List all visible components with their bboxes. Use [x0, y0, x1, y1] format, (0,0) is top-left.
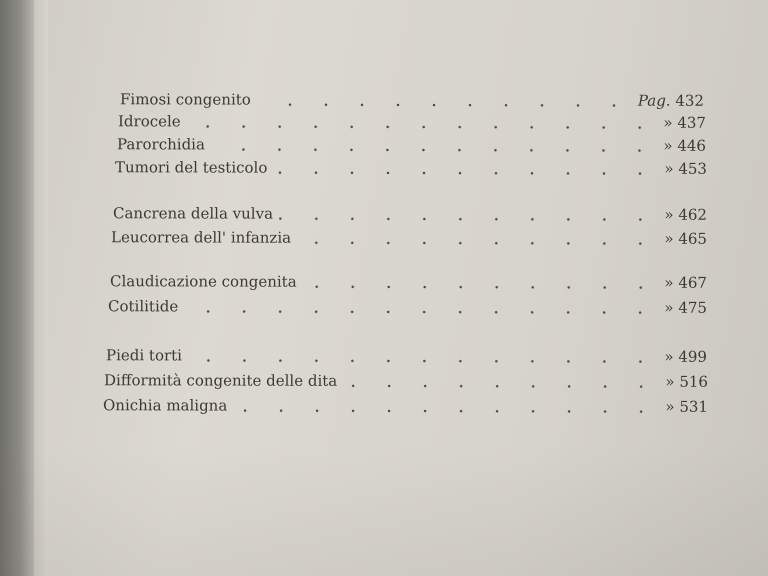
toc-entry-title: Difformità congenite delle dita [103, 371, 338, 390]
toc-entry-page [664, 274, 707, 292]
page-prefix: » [663, 113, 673, 132]
dot-leader [297, 241, 658, 246]
toc-entry [104, 371, 708, 393]
dot-leader [279, 217, 658, 222]
page-number: 516 [679, 372, 709, 391]
page-number: 437 [677, 113, 707, 132]
dot-leader [188, 358, 658, 363]
toc-entry-title: Tumori del testicolo [114, 158, 268, 177]
toc-entry-title: Claudicazione congenita [109, 272, 297, 291]
dot-leader [303, 285, 659, 290]
dot-leader [233, 409, 659, 414]
page-prefix: » [664, 205, 674, 224]
page-number: 462 [678, 205, 708, 224]
page-number: 432 [675, 91, 705, 110]
page-number: 453 [678, 159, 708, 178]
page-number: 446 [677, 136, 707, 155]
toc-entry-page [638, 92, 704, 110]
page-prefix: » [664, 159, 674, 178]
page-number: 475 [678, 298, 708, 317]
toc-entry [111, 228, 707, 250]
toc-entry-page [664, 348, 707, 366]
dot-leader [184, 309, 658, 314]
toc-entry-page [663, 114, 706, 132]
page-prefix: » [664, 229, 674, 248]
page-shading [0, 446, 768, 576]
dot-leader [273, 171, 658, 176]
toc-entry-title: Leucorrea dell' infanzia [110, 228, 292, 247]
toc-entry [113, 204, 707, 226]
toc-entry-page [664, 206, 707, 224]
page-prefix: » [663, 136, 673, 155]
toc-entry-title: Cancrena della vulva [112, 204, 274, 223]
toc-entry-title: Piedi torti [105, 346, 183, 365]
toc-entry-title: Fimosi congenito [119, 90, 251, 109]
toc-entry [110, 272, 707, 294]
toc-entry-page [665, 398, 708, 416]
toc-entry-title: Cotilitide [107, 297, 179, 316]
toc-entry [103, 396, 708, 418]
dot-leader [211, 147, 657, 152]
toc-entry-title: Onichia maligna [102, 396, 228, 415]
toc-entry-page [663, 137, 706, 155]
toc-entry-title: Idrocele [117, 112, 181, 131]
dot-leader [343, 384, 659, 389]
toc-entry-page [664, 299, 707, 317]
page-number: 499 [678, 347, 708, 366]
page-prefix: » [665, 372, 675, 391]
dot-leader [187, 124, 658, 129]
page-number: 465 [678, 229, 708, 248]
page-prefix: » [665, 397, 675, 416]
toc-entry [106, 346, 707, 368]
toc-entry [120, 90, 704, 112]
toc-entry-title: Parorchidia [116, 135, 205, 154]
toc-entry [115, 158, 707, 180]
toc-entry-page [665, 373, 708, 391]
toc-entry [108, 297, 707, 319]
toc-entry-page [664, 230, 707, 248]
page-prefix: » [664, 347, 674, 366]
page-number: 467 [678, 273, 708, 292]
toc-entry [118, 112, 706, 134]
page-number: 531 [679, 397, 709, 416]
toc-entry [117, 135, 706, 157]
page-prefix: » [664, 273, 674, 292]
page-prefix: Pag. [637, 91, 671, 110]
page-prefix: » [664, 298, 674, 317]
dot-leader [257, 103, 632, 108]
toc-entry-page [664, 160, 707, 178]
